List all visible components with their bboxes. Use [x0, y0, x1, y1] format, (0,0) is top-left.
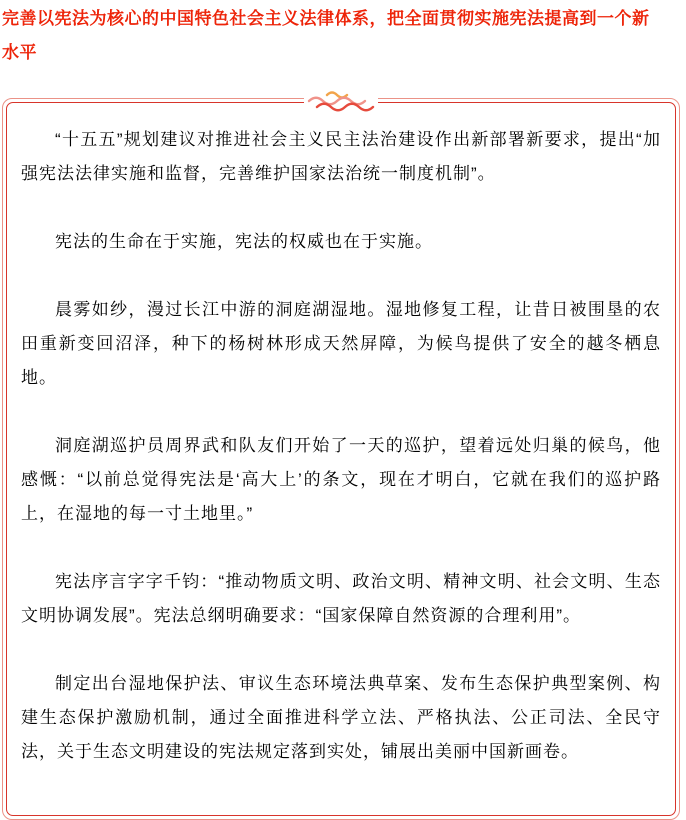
paragraph: 宪法序言字字千钧：“推动物质文明、政治文明、精神文明、社会文明、生态文明协调发展”。宪法总纲明确要求：“国家保障自然资源的合理利用”。 — [21, 572, 661, 625]
article-body — [21, 123, 661, 769]
paragraph: 洞庭湖巡护员周界武和队友们开始了一天的巡护，望着远处归巢的候鸟，他感慨：“以前总觉得宪法是‘高大上’的条文，现在才明白，它就在我们的巡护路上，在湿地的每一寸土地里。” — [21, 436, 661, 523]
paragraph: “十五五”规划建议对推进社会主义民主法治建设作出新部署新要求，提出“加强宪法法律实施和监督，完善维护国家法治统一制度机制”。 — [21, 130, 661, 183]
content-card — [2, 98, 680, 820]
paragraph: 晨雾如纱，漫过长江中游的洞庭湖湿地。湿地修复工程，让昔日被围垦的农田重新变回沼泽，种下的杨树林形成天然屏障，为候鸟提供了安全的越冬栖息地。 — [21, 300, 661, 387]
card-inner — [6, 102, 676, 816]
paragraph: 制定出台湿地保护法、审议生态环境法典草案、发布生态保护典型案例、构建生态保护激励机制，通过全面推进科学立法、严格执法、公正司法、全民守法，关于生态文明建设的宪法规定落到实处，铺展出美丽中国新画卷。 — [21, 674, 661, 761]
paragraph: 宪法的生命在于实施，宪法的权威也在于实施。 — [55, 232, 433, 251]
page-title: 完善以宪法为核心的中国特色社会主义法律体系，把全面贯彻实施宪法提高到一个新水平 — [2, 9, 650, 62]
wave-divider-icon — [304, 89, 378, 113]
